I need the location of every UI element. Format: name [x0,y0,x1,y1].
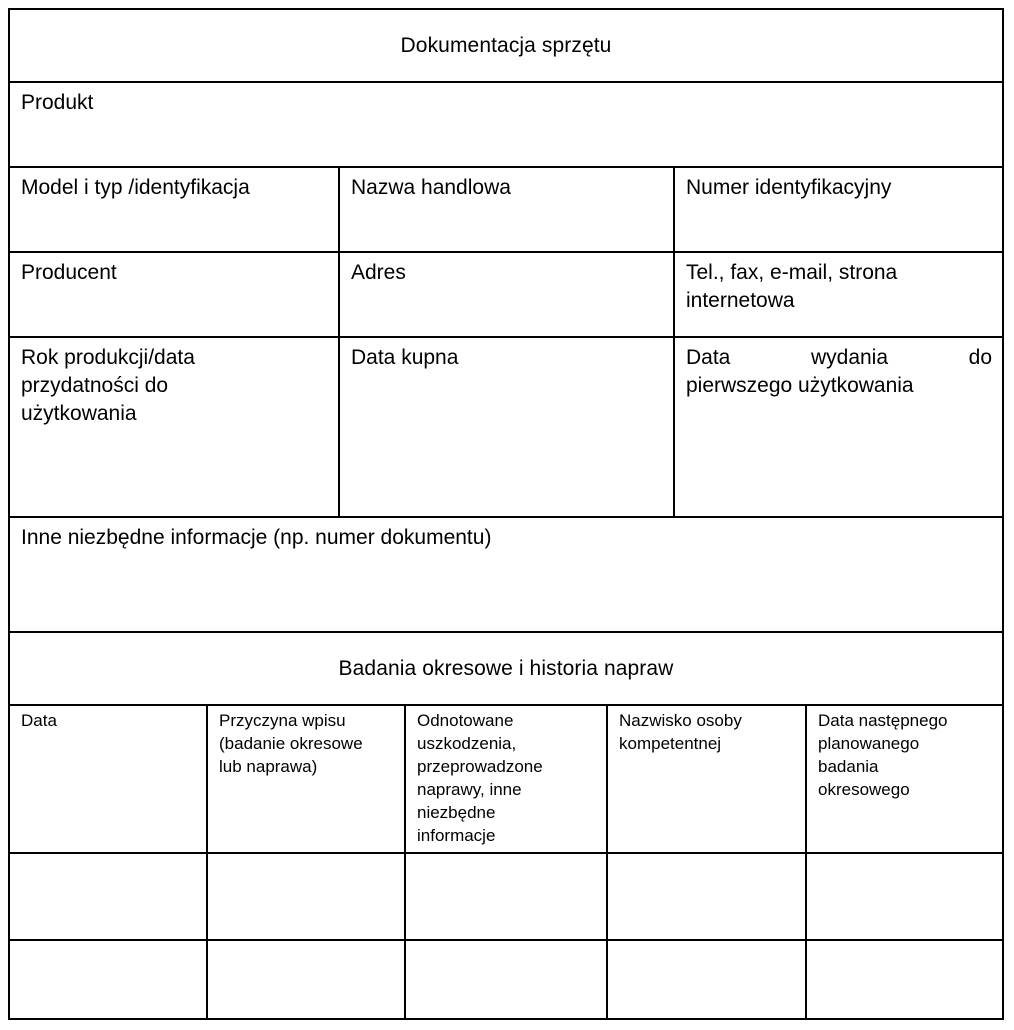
first-use-date-line2: pierwszego użytkowania [686,374,914,397]
history-cell-damage[interactable] [406,941,608,1018]
contact-cell[interactable] [675,253,1002,336]
identification-row [10,168,1002,253]
first-use-date-word: wydania [810,346,889,369]
other-info-row [10,518,1002,633]
producer-cell[interactable] [10,253,340,336]
model-type-cell[interactable] [10,168,340,251]
production-date-line1: Rok produkcji/data [21,346,195,369]
history-col-next-line1: Data następnego [818,711,948,730]
history-col-reason-line1: Przyczyna wpisu [219,711,346,730]
model-type-label: Model i typ /identyfikacja [21,176,250,199]
history-col-person [608,706,807,852]
history-col-reason [208,706,406,852]
trade-name-label: Nazwa handlowa [351,176,511,199]
history-col-reason-line3: lub naprawa) [219,757,318,776]
section2-title-text: Badania okresowe i historia napraw [338,656,674,680]
trade-name-cell[interactable] [340,168,675,251]
history-cell-next-date[interactable] [807,941,1002,1018]
history-col-damage-line4: naprawy, inne [417,780,522,799]
other-info-label: Inne niezbędne informacje (np. numer dokumentu) [21,526,492,549]
producer-row [10,253,1002,338]
first-use-date-cell[interactable] [675,338,1002,516]
production-date-cell[interactable] [10,338,340,516]
purchase-date-label: Data kupna [351,346,459,369]
form-title-text: Dokumentacja sprzętu [400,33,612,57]
history-col-next-date [807,706,1002,852]
history-col-damage [406,706,608,852]
history-col-date [10,706,208,852]
history-col-next-line2: planowanego [818,734,920,753]
purchase-date-cell[interactable] [340,338,675,516]
equipment-documentation-form [8,8,1004,1020]
history-col-damage-line5: niezbędne [417,803,496,822]
history-col-person-line1: Nazwisko osoby [619,711,742,730]
form-title [10,10,1002,83]
production-date-line2: przydatności do [21,374,169,397]
address-cell[interactable] [340,253,675,336]
history-cell-reason[interactable] [208,854,406,939]
product-label: Produkt [21,91,94,114]
product-cell[interactable] [10,83,1002,166]
history-col-damage-line6: informacje [417,826,496,845]
history-col-next-line4: okresowego [818,780,910,799]
history-cell-person[interactable] [608,941,807,1018]
history-col-next-line3: badania [818,757,879,776]
contact-label-line1: Tel., fax, e-mail, strona [686,261,898,284]
history-col-damage-line3: przeprowadzone [417,757,543,776]
history-col-damage-line1: Odnotowane [417,711,514,730]
history-cell-next-date[interactable] [807,854,1002,939]
history-row [10,941,1002,1018]
dates-row [10,338,1002,518]
history-cell-date[interactable] [10,941,208,1018]
other-info-cell[interactable] [10,518,1002,631]
contact-label-line2: internetowa [686,289,795,312]
history-col-date-label: Data [21,711,57,730]
history-header-row [10,706,1002,854]
history-cell-damage[interactable] [406,854,608,939]
history-col-person-line2: kompetentnej [619,734,722,753]
production-date-line3: użytkowania [21,402,137,425]
history-cell-reason[interactable] [208,941,406,1018]
history-cell-person[interactable] [608,854,807,939]
history-col-damage-line2: uszkodzenia, [417,734,517,753]
producer-label: Producent [21,261,117,284]
section2-title [10,633,1002,706]
history-col-reason-line2: (badanie okresowe [219,734,363,753]
history-cell-date[interactable] [10,854,208,939]
first-use-date-line1 [686,344,992,372]
id-number-label: Numer identyfikacyjny [686,176,892,199]
id-number-cell[interactable] [675,168,1002,251]
address-label: Adres [351,261,406,284]
first-use-date-word: Data [686,346,731,369]
history-row [10,854,1002,941]
first-use-date-word: do [968,346,992,369]
product-row [10,83,1002,168]
